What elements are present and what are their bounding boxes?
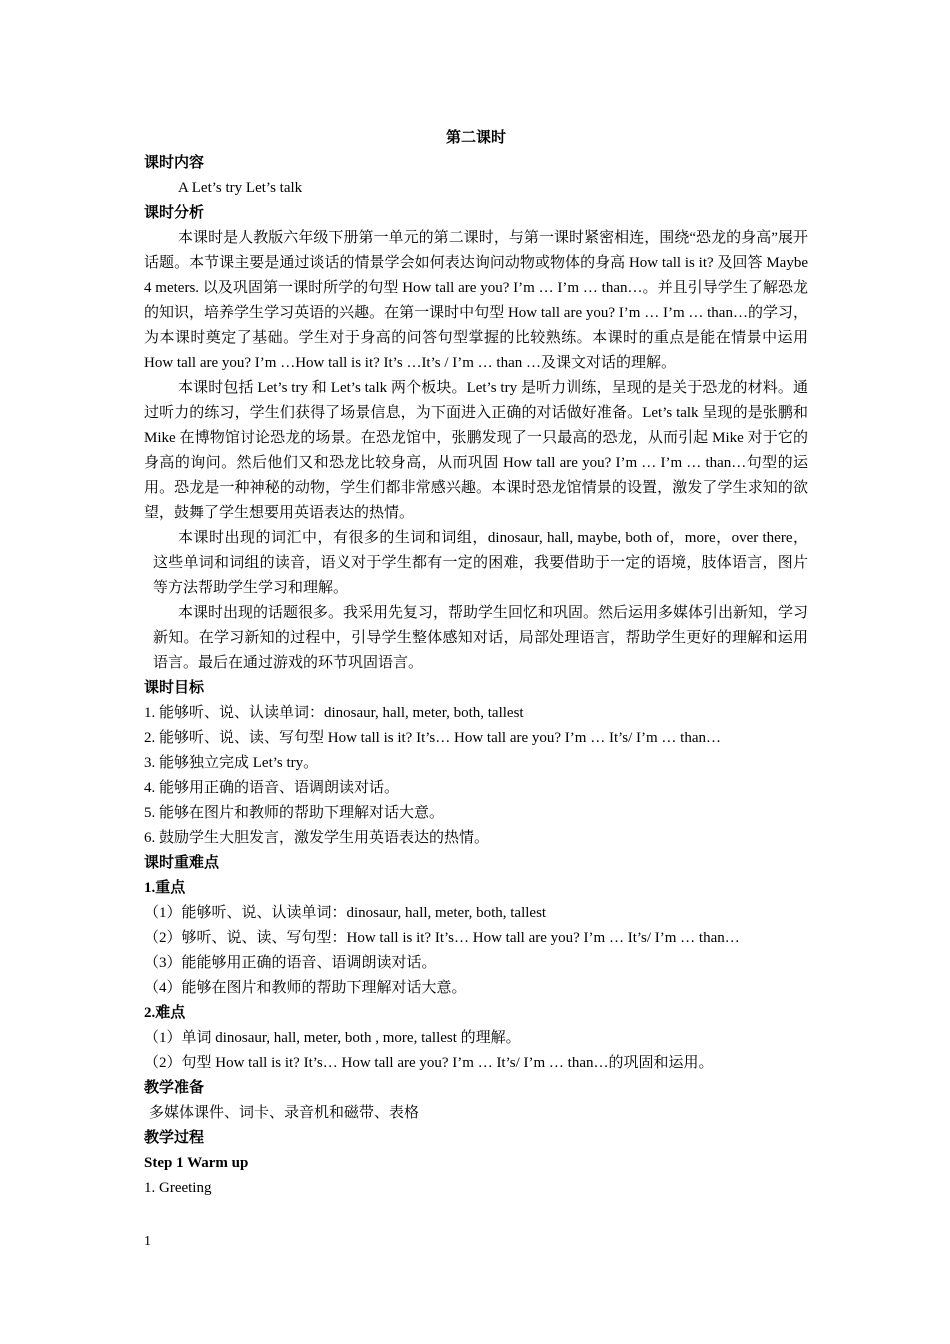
section-heading-key-points: 课时重难点 (144, 855, 220, 871)
preparation-content: 多媒体课件、词卡、录音机和磁带、表格 (149, 1105, 420, 1121)
section-heading-content: 课时内容 (144, 155, 205, 171)
analysis-paragraph-1: 本课时是人教版六年级下册第一单元的第二课时，与第一课时紧密相连，围绕“恐龙的身高”展开话题。本节课主要是通过谈话的情景学会如何表达询问动物或物体的身高 How tall is it? 及回答 Maybe 4 meters. 以及巩固第一课时所学的句型 How tall are you? I’m … I’m … than…。并且引导学生了解恐龙的知识，培养学生学习英语的兴趣。在第一课时中句型 How tall are you? I’m … I’m … than…的学习，为本课时奠定了基础。学生对于身高的问答句型掌握的比较熟练。本课时的重点是能在情景中运用 How tall are you? I’m …How tall is it? It’s …It’s / I’m … than …及课文对话的理解。 (144, 230, 808, 371)
key-point-item: （4）能够在图片和教师的帮助下理解对话大意。 (144, 980, 467, 996)
section-heading-preparation: 教学准备 (144, 1080, 205, 1096)
analysis-paragraph-3: 本课时出现的词汇中，有很多的生词和词组，dinosaur, hall, maybe, both of，more，over there，这些单词和词组的读音，语义对于学生都有一定的困难，我要借助于一定的语境，肢体语言，图片等方法帮助学生学习和理解。 (153, 530, 808, 596)
analysis-paragraph-2: 本课时包括 Let’s try 和 Let’s talk 两个板块。Let’s try 是听力训练，呈现的是关于恐龙的材料。通过听力的练习，学生们获得了场景信息，为下面进入正确的对话做好准备。Let’s talk 呈现的是张鹏和 Mike 在博物馆讨论恐龙的场景。在恐龙馆中，张鹏发现了一只最高的恐龙，从而引起 Mike 对于它的身高的询问。然后他们又和恐龙比较身高，从而巩固 How tall are you? I’m … I’m … than…句型的运用。恐龙是一种神秘的动物，学生们都非常感兴趣。本课时恐龙馆情景的设置，激发了学生求知的欲望，鼓舞了学生想要用英语表达的热情。 (144, 380, 808, 521)
objective-item: 2. 能够听、说、读、写句型 How tall is it? It’s… How tall are you? I’m … It’s/ I’m … than… (144, 730, 722, 746)
difficult-points-subheading: 2.难点 (144, 1005, 186, 1021)
page-number: 1 (144, 1234, 151, 1249)
section-heading-process: 教学过程 (144, 1130, 205, 1146)
objective-item: 5. 能够在图片和教师的帮助下理解对话大意。 (144, 805, 445, 821)
analysis-paragraph-4: 本课时出现的话题很多。我采用先复习，帮助学生回忆和巩固。然后运用多媒体引出新知，学习新知。在学习新知的过程中，引导学生整体感知对话，局部处理语言，帮助学生更好的理解和运用语言。最后在通过游戏的环节巩固语言。 (153, 605, 809, 671)
document-title: 第二课时 (445, 130, 506, 146)
key-point-item: （3）能能够用正确的语音、语调朗读对话。 (144, 955, 437, 971)
objective-item: 3. 能够独立完成 Let’s try。 (144, 755, 319, 771)
step-item: 1. Greeting (144, 1180, 212, 1196)
key-point-item: （2）够听、说、读、写句型：How tall is it? It’s… How tall are you? I’m … It’s/ I’m … than… (144, 930, 740, 946)
difficult-point-item: （1）单词 dinosaur, hall, meter, both , more, tallest 的理解。 (144, 1030, 521, 1046)
key-point-item: （1）能够听、说、认读单词：dinosaur, hall, meter, both, tallest (144, 905, 547, 921)
lesson-content: A Let’s try Let’s talk (178, 180, 303, 196)
objective-item: 4. 能够用正确的语音、语调朗读对话。 (144, 780, 400, 796)
objective-item: 1. 能够听、说、认读单词：dinosaur, hall, meter, both, tallest (144, 705, 524, 721)
difficult-point-item: （2）句型 How tall is it? It’s… How tall are you? I’m … It’s/ I’m … than…的巩固和运用。 (144, 1055, 714, 1071)
objective-item: 6. 鼓励学生大胆发言，激发学生用英语表达的热情。 (144, 830, 490, 846)
section-heading-objectives: 课时目标 (144, 680, 205, 696)
step-heading: Step 1 Warm up (144, 1155, 249, 1171)
key-points-subheading: 1.重点 (144, 880, 186, 896)
section-heading-analysis: 课时分析 (144, 205, 205, 221)
document-page (144, 126, 808, 1201)
